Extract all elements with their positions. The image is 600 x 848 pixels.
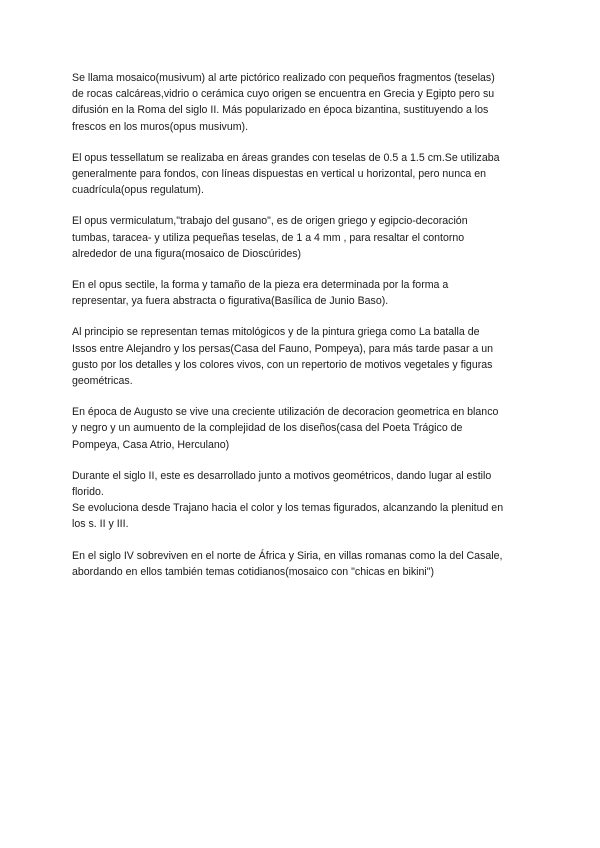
text-line: y negro y un aumuento de la complejidad de los diseños(casa del Poeta Trágico de (72, 422, 463, 435)
text-line: En el siglo IV sobreviven en el norte de África y Siria, en villas romanas como la del Casale, (72, 549, 503, 562)
text-line: florido. (72, 486, 104, 499)
text-line: de rocas calcáreas,vidrio o cerámica cuyo origen se encuentra en Grecia y Egipto pero su (72, 88, 495, 101)
text-line: generalmente para fondos, con líneas dispuestas en vertical u horizontal, pero nunca en (72, 168, 487, 181)
paragraph-temas-mitologicos (72, 324, 532, 389)
text-line: abordando en ellos también temas cotidianos(mosaico con "chicas en bikini") (72, 565, 435, 578)
text-line: geométricas. (72, 375, 133, 388)
text-line: Se evoluciona desde Trajano hacia el color y los temas figurados, alcanzando la plenitud en (72, 502, 504, 515)
paragraph-epoca-augusto (72, 404, 532, 453)
text-line: Durante el siglo II, este es desarrollado junto a motivos geométricos, dando lugar al estilo (72, 469, 492, 482)
text-line: gusto por los detalles y los colores vivos, con un repertorio de motivos vegetales y figuras (72, 358, 493, 371)
text-line: representar, ya fuera abstracta o figurativa(Basílica de Junio Baso). (72, 295, 389, 308)
paragraph-siglo-iv (72, 548, 532, 580)
text-line: Issos entre Alejandro y los persas(Casa del Fauno, Pompeya), para más tarde pasar a un (72, 342, 494, 355)
text-line: los s. II y III. (72, 518, 129, 531)
text-line: alrededor de una figura(mosaico de Dioscúrides) (72, 247, 302, 260)
text-line: cuadrícula(opus regulatum). (72, 184, 204, 197)
text-line: frescos en los muros(opus musivum). (72, 120, 249, 133)
text-line: Se llama mosaico(musivum) al arte pictórico realizado con pequeños fragmentos (teselas) (72, 72, 495, 84)
text-line: En época de Augusto se vive una creciente utilización de decoracion geometrica en blanco (72, 406, 499, 419)
paragraph-opus-sectile (72, 277, 532, 309)
paragraph-siglo-ii (72, 468, 532, 533)
text-line: El opus tessellatum se realizaba en áreas grandes con teselas de 0.5 a 1.5 cm.Se utilizaba (72, 151, 500, 164)
paragraph-opus-tessellatum (72, 150, 532, 199)
text-line: tumbas, taracea- y utiliza pequeñas teselas, de 1 a 4 mm , para resaltar el contorno (72, 231, 465, 244)
text-line: difusión en la Roma del siglo II. Más popularizado en época bizantina, sustituyendo a los (72, 104, 489, 117)
text-line: Pompeya, Casa Atrio, Herculano) (72, 438, 230, 451)
document-body (72, 70, 532, 595)
text-line: El opus vermiculatum,"trabajo del gusano", es de origen griego y egipcio-decoración (72, 215, 468, 228)
text-line: Al principio se representan temas mitológicos y de la pintura griega como La batalla de (72, 326, 480, 339)
text-line: En el opus sectile, la forma y tamaño de la pieza era determinada por la forma a (72, 279, 449, 292)
paragraph-opus-vermiculatum (72, 213, 532, 262)
paragraph-mosaico-definition (72, 70, 532, 135)
